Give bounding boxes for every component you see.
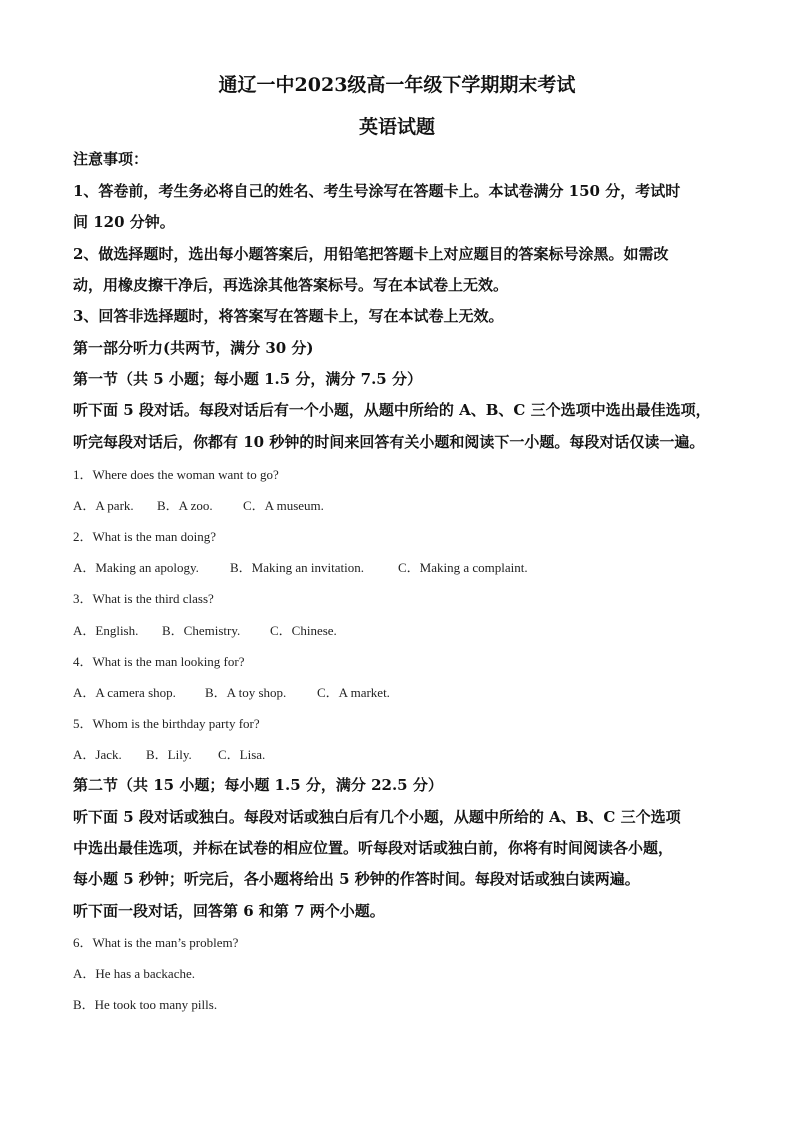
exam-title: 通辽一中2023级高一年级下学期期末考试 [218,74,576,96]
question-3-option-c: C．Chinese. [270,623,337,638]
question-1-stem: 1．Where does the woman want to go? [73,467,279,482]
question-5-option-c: C．Lisa. [218,747,266,762]
note-1-line-2: 间 120 分钟。 [73,213,175,231]
question-5-option-a: A．Jack. [73,747,122,762]
question-3-stem: 3．What is the third class? [73,591,214,606]
exam-subtitle: 英语试题 [358,116,435,138]
section2-sub-instruction: 听下面一段对话，回答第 6 和第 7 两个小题。 [73,902,385,920]
question-3-options [73,620,337,639]
question-5-stem: 5．Whom is the birthday party for? [73,716,260,731]
question-2-option-a: A．Making an apology. [73,560,199,575]
question-6-stem: 6．What is the man’s problem? [73,935,239,950]
question-2-option-b: B．Making an invitation. [230,560,364,575]
section1-instruction-line-1: 听下面 5 段对话。每段对话后有一个小题，从题中所给的 A、B、C 三个选项中选出最佳选项， [73,401,711,419]
question-6-option-b: B．He took too many pills. [73,997,218,1012]
question-5-option-b: B．Lily. [146,747,192,762]
section2-instruction-line-3: 每小题 5 秒钟；听完后，各小题将给出 5 秒钟的作答时间。每段对话或独白读两遍。 [73,870,640,888]
question-4-options [73,682,390,701]
question-1-option-c: C．A museum. [243,498,324,513]
section2-instruction-line-2: 中选出最佳选项，并标在试卷的相应位置。听每段对话或独白前，你将有时间阅读各小题， [73,839,674,857]
note-2-line-2: 动，用橡皮擦干净后，再选涂其他答案标号。写在本试卷上无效。 [73,276,509,294]
question-1-option-a: A．A park. [73,498,134,513]
question-4-option-c: C．A market. [317,685,390,700]
question-4-stem: 4．What is the man looking for? [73,654,245,669]
question-3-option-b: B．Chemistry. [162,623,241,638]
part1-heading: 第一部分听力(共两节，满分 30 分) [73,339,314,357]
section1-heading: 第一节（共 5 小题；每小题 1.5 分，满分 7.5 分） [73,370,422,388]
question-5-options [73,744,265,763]
note-2-line-1: 2、做选择题时，选出每小题答案后，用铅笔把答题卡上对应题目的答案标号涂黑。如需改 [73,245,669,263]
note-3: 3、回答非选择题时，将答案写在答题卡上，写在本试卷上无效。 [73,307,504,325]
question-3-option-a: A．English. [73,623,139,638]
section2-instruction-line-1: 听下面 5 段对话或独白。每段对话或独白后有几个小题，从题中所给的 A、B、C 三个选项 [73,808,681,826]
notes-heading: 注意事项： [73,150,149,168]
note-1-line-1: 1、答卷前，考生务必将自己的姓名、考生号涂写在答题卡上。本试卷满分 150 分，考试时 [73,182,681,200]
question-1-option-b: B．A zoo. [157,498,213,513]
question-1-options [73,495,324,514]
question-2-stem: 2．What is the man doing? [73,529,216,544]
question-6-option-a: A．He has a backache. [73,966,195,981]
question-4-option-a: A．A camera shop. [73,685,176,700]
question-2-options [73,557,528,576]
question-4-option-b: B．A toy shop. [205,685,287,700]
section1-instruction-line-2: 听完每段对话后，你都有 10 秒钟的时间来回答有关小题和阅读下一小题。每段对话仅读一遍。 [73,433,705,451]
question-2-option-c: C．Making a complaint. [398,560,528,575]
section2-heading: 第二节（共 15 小题；每小题 1.5 分，满分 22.5 分） [73,776,443,794]
